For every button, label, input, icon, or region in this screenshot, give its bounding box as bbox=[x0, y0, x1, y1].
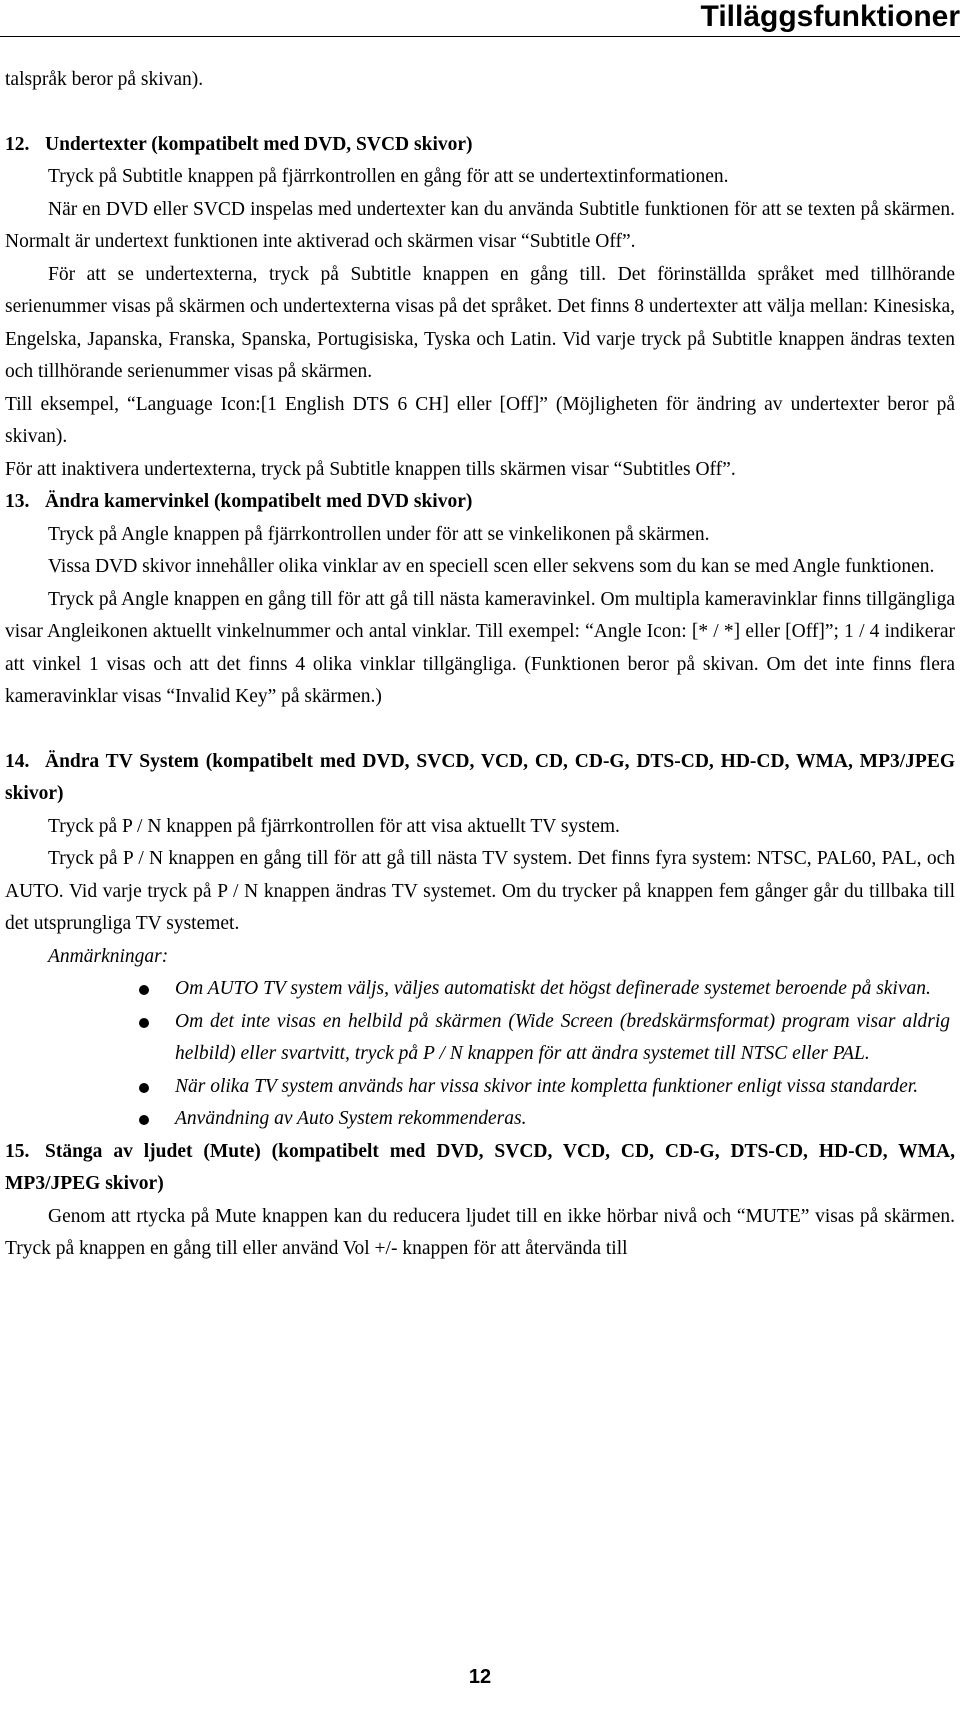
section-12-paragraph-5: För att inaktivera undertexterna, tryck på Subtitle knappen tills skärmen visar “Subtitles Off”. bbox=[5, 458, 736, 480]
section-12-title: Undertexter (kompatibelt med DVD, SVCD skivor) bbox=[45, 133, 473, 155]
section-15-title: Stänga av ljudet (Mute) (kompatibelt med DVD, SVCD, VCD, CD, CD-G, DTS-CD, HD-CD, WMA, MP3/JPEG skivor) bbox=[5, 1140, 955, 1194]
page-header-title: Tilläggsfunktioner bbox=[700, 0, 960, 33]
note-item bbox=[5, 1071, 955, 1104]
section-13-number: 13. bbox=[5, 491, 30, 512]
section-15-heading bbox=[5, 1136, 955, 1201]
note-item bbox=[5, 973, 955, 1006]
section-13-paragraph-3: Tryck på Angle knappen en gång till för att gå till nästa kameravinkel. Om multipla kameravinklar finns tillgängliga visar Angleikonen aktuellt vinkelnummer och antal vinklar. Till exempel: “Angle Icon: [* / *] eller [Off]”; 1 / 4 indikerar att vinkel 1 visas och att det finns 4 olika vinklar tillgängliga. (Funktionen beror på skivan. Om det inte finns flera kameravinklar visas “Invalid Key” på skärmen.) bbox=[5, 588, 955, 707]
section-14-title: Ändra TV System (kompatibelt med DVD, SVCD, VCD, CD, CD-G, DTS-CD, HD-CD, WMA, MP3/JPEG skivor) bbox=[5, 750, 955, 804]
spacer bbox=[5, 714, 955, 746]
section-15-paragraph-1: Genom att rtycka på Mute knappen kan du reducera ljudet till en ikke hörbar nivå och “MUTE” visas på skärmen. Tryck på knappen en gång till eller använd Vol +/- knappen för att återvända till bbox=[5, 1205, 955, 1259]
bullet-icon bbox=[139, 1083, 149, 1093]
section-13-title: Ändra kamervinkel (kompatibelt med DVD skivor) bbox=[45, 491, 473, 512]
section-13-heading bbox=[5, 486, 955, 519]
notes-list bbox=[5, 973, 955, 1136]
bullet-icon bbox=[139, 985, 149, 995]
section-13-paragraph-2: Vissa DVD skivor innehåller olika vinklar av en speciell scen eller sekvens som du kan se med Angle funktionen. bbox=[48, 556, 935, 577]
section-15-number: 15. bbox=[5, 1140, 30, 1162]
spacer bbox=[5, 97, 955, 129]
section-12-paragraph-2: När en DVD eller SVCD inspelas med undertexter kan du använda Subtitle funktionen för att se texten på skärmen. Normalt är undertext funktionen inte aktiverad och skärmen visar “Subtitle Off”. bbox=[5, 198, 955, 252]
note-text: Om det inte visas en helbild på skärmen (Wide Screen (bredskärmsformat) program visar aldrig helbild) eller svartvitt, tryck på P / N knappen för att ändra systemet till NTSC eller PAL. bbox=[175, 1010, 950, 1064]
section-12-paragraph-1: Tryck på Subtitle knappen på fjärrkontrollen en gång för att se undertextinformationen. bbox=[48, 166, 729, 187]
note-text: Om AUTO TV system väljs, väljes automatiskt det högst definerade systemet beroende på skivan. bbox=[175, 978, 931, 999]
section-14-paragraph-2: Tryck på P / N knappen en gång till för att gå till nästa TV system. Det finns fyra system: NTSC, PAL60, PAL, och AUTO. Vid varje tryck på P / N knappen ändras TV systemet. Om du trycker på knappen fem gånger går du tillbaka till det utsprungliga TV systemet. bbox=[5, 848, 955, 934]
bullet-icon bbox=[139, 1018, 149, 1028]
page-body bbox=[5, 64, 955, 1266]
section-14-paragraph-1: Tryck på P / N knappen på fjärrkontrollen för att visa aktuellt TV system. bbox=[48, 815, 620, 837]
note-item bbox=[5, 1103, 955, 1136]
notes-heading: Anmärkningar: bbox=[48, 945, 169, 967]
page-number: 12 bbox=[468, 1666, 492, 1688]
section-12-heading bbox=[5, 129, 955, 162]
section-12-number: 12. bbox=[5, 133, 30, 155]
section-12-paragraph-3: För att se undertexterna, tryck på Subtitle knappen en gång till. Det förinställda språket med tillhörande serienummer visas på skärmen och undertexterna visas på det språket. Det finns 8 undertexter att välja mellan: Kinesiska, Engelska, Japanska, Franska, Spanska, Portugisiska, Tyska och Latin. Vid varje tryck på Subtitle knappen ändras texten och tillhörande serienummer visas på skärmen. bbox=[5, 263, 955, 382]
bullet-icon bbox=[139, 1115, 149, 1125]
intro-text: talspråk beror på skivan). bbox=[5, 69, 204, 90]
section-14-heading bbox=[5, 746, 955, 811]
section-12-paragraph-4: Till eksempel, “Language Icon:[1 English DTS 6 CH] eller [Off]” (Möjligheten för ändring av undertexter beror på skivan). bbox=[5, 393, 955, 447]
section-14-number: 14. bbox=[5, 750, 30, 772]
note-text: Användning av Auto System rekommenderas. bbox=[175, 1108, 527, 1129]
section-13-paragraph-1: Tryck på Angle knappen på fjärrkontrollen under för att se vinkelikonen på skärmen. bbox=[48, 523, 710, 545]
header-rule bbox=[0, 36, 960, 37]
note-text: När olika TV system används har vissa skivor inte kompletta funktioner enligt vissa standarder. bbox=[175, 1075, 919, 1097]
note-item bbox=[5, 1006, 955, 1071]
